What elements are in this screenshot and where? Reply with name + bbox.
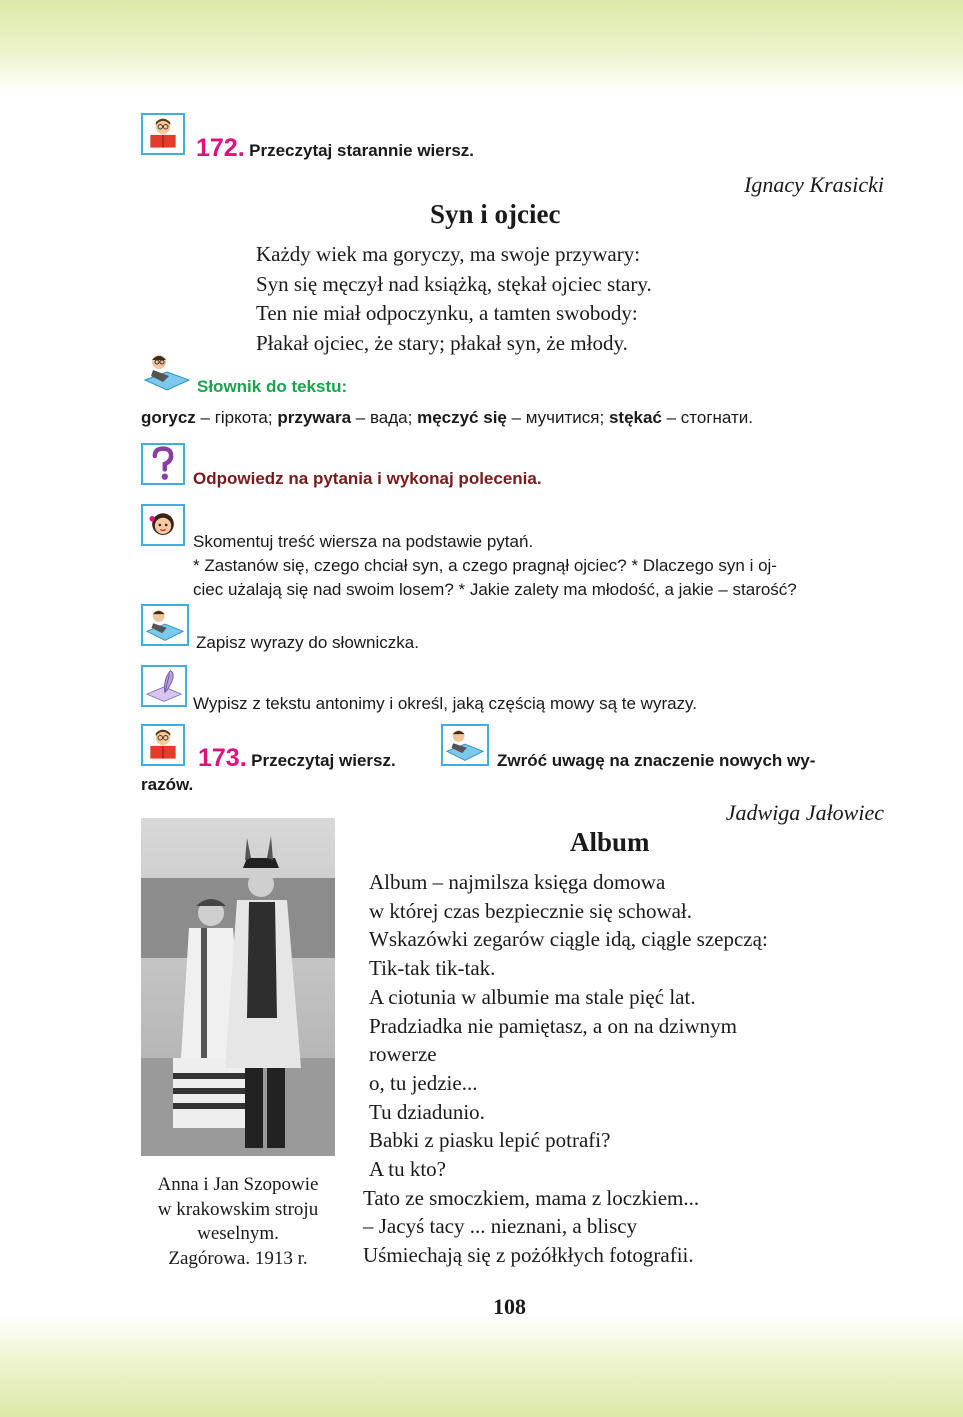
poem-2-author: Jadwiga Jałowiec xyxy=(725,800,884,825)
top-decorative-band xyxy=(0,0,963,92)
dictionary-term: męczyć się xyxy=(417,408,507,427)
dictionary-entries xyxy=(141,408,753,428)
poem-2-line: Uśmiechają się z pożółkłych fotografii. xyxy=(363,1243,694,1268)
poem-1-line: Syn się męczył nad książką, stękał ojciec stary. xyxy=(256,271,652,296)
reading-boy-icon xyxy=(141,724,185,766)
photo-caption-line: w krakowskim stroju xyxy=(157,1198,319,1220)
dictionary-reader-icon xyxy=(141,604,189,646)
reading-boy-icon xyxy=(141,113,185,155)
poem-1-line: Ten nie miał odpoczynku, a tamten swobody: xyxy=(256,301,638,325)
dictionary-term: stękać xyxy=(608,408,662,427)
photo-caption xyxy=(134,1173,342,1271)
exercise-173-instruction: Przeczytaj wiersz. xyxy=(251,751,396,770)
comment-task-questions-line: * Zastanów się, czego chciał syn, a czego pragnął ojciec? * Dlaczego syn i oj- xyxy=(193,556,777,575)
comment-task-intro: Skomentuj treść wiersza na podstawie pytań. xyxy=(193,532,534,551)
poem-2-line: Album – najmilsza księga domowa xyxy=(369,870,666,894)
photo-caption-line: weselnym. xyxy=(197,1223,279,1244)
exercise-173-heading xyxy=(198,744,396,773)
dictionary-term: przywara xyxy=(277,408,352,427)
poem-2-line: – Jacyś tacy ... nieznani, a bliscy xyxy=(363,1214,638,1239)
poem-1-author: Ignacy Krasicki xyxy=(744,172,884,197)
dictionary-heading: Słownik do tekstu: xyxy=(197,377,348,396)
comment-task-questions-line: ciec użalają się nad swoim losem? * Jakie zalety ma młodość, a jakie – starość? xyxy=(193,580,797,599)
poem-2-line: A ciotunia w albumie ma stale pięć lat. xyxy=(369,984,696,1009)
poem-2-line: rowerze xyxy=(369,1042,437,1067)
exercise-173-instruction-2: Zwróć uwagę na znaczenie nowych wy- xyxy=(497,751,816,770)
comment-task xyxy=(193,530,797,602)
poem-2-line: w której czas bezpiecznie się schował. xyxy=(369,898,693,923)
dictionary-translation: – мучитися; xyxy=(506,408,609,427)
vocabulary-task: Zapisz wyrazy do słowniczka. xyxy=(196,633,419,652)
dictionary-term: gorycz xyxy=(141,408,196,427)
poem-2-line: o, tu jedzie... xyxy=(369,1070,478,1095)
bottom-decorative-band xyxy=(0,1315,963,1417)
quill-book-icon xyxy=(141,665,187,707)
poem-2-line: Wskazówki zegarów ciągle idą, ciągle szepczą: xyxy=(369,927,768,952)
poem-2-text xyxy=(363,868,768,1270)
question-mark-icon xyxy=(141,443,185,485)
poem-2-line: Babki z piasku lepić potrafi? xyxy=(369,1128,611,1153)
poem-2-line: A tu kto? xyxy=(369,1157,446,1182)
exercise-173-number: 173. xyxy=(198,744,247,772)
dictionary-reader-icon xyxy=(441,724,489,766)
wedding-photo xyxy=(141,818,335,1156)
poem-1-title: Syn i ojciec xyxy=(430,199,561,229)
dictionary-translation: – гіркота; xyxy=(195,408,278,427)
poem-2-line: Tu dziadunio. xyxy=(369,1099,485,1124)
poem-2-line: Tik-tak tik-tak. xyxy=(369,956,496,981)
photo-caption-line: Zagórowa. 1913 r. xyxy=(168,1247,308,1269)
poem-2-title: Album xyxy=(570,827,650,857)
exercise-172-heading xyxy=(196,134,474,163)
antonyms-task: Wypisz z tekstu antonimy i określ, jaką częścią mowy są te wyrazy. xyxy=(193,694,698,713)
poem-2-line: Tato ze smoczkiem, mama z loczkiem... xyxy=(363,1185,700,1210)
page-number: 108 xyxy=(493,1294,526,1319)
dictionary-reader-icon xyxy=(141,350,193,394)
girl-icon xyxy=(141,504,185,546)
poem-1-line: Płakał ojciec, że stary; płakał syn, że młody. xyxy=(256,330,628,355)
poem-1-line: Każdy wiek ma goryczy, ma swoje przywary: xyxy=(256,242,641,266)
dictionary-translation: – стогнати. xyxy=(661,408,754,427)
poem-2-line: Pradziadka nie pamiętasz, a on na dziwnym xyxy=(369,1013,737,1038)
photo-caption-line: Anna i Jan Szopowie xyxy=(157,1174,319,1195)
exercise-173-instruction-2-continued: razów. xyxy=(141,775,194,794)
questions-heading: Odpowiedz na pytania i wykonaj polecenia. xyxy=(193,469,542,488)
exercise-172-instruction: Przeczytaj starannie wiersz. xyxy=(249,141,475,160)
exercise-172-number: 172. xyxy=(196,134,245,162)
poem-1-text xyxy=(256,240,652,358)
dictionary-translation: – вада; xyxy=(351,408,418,427)
